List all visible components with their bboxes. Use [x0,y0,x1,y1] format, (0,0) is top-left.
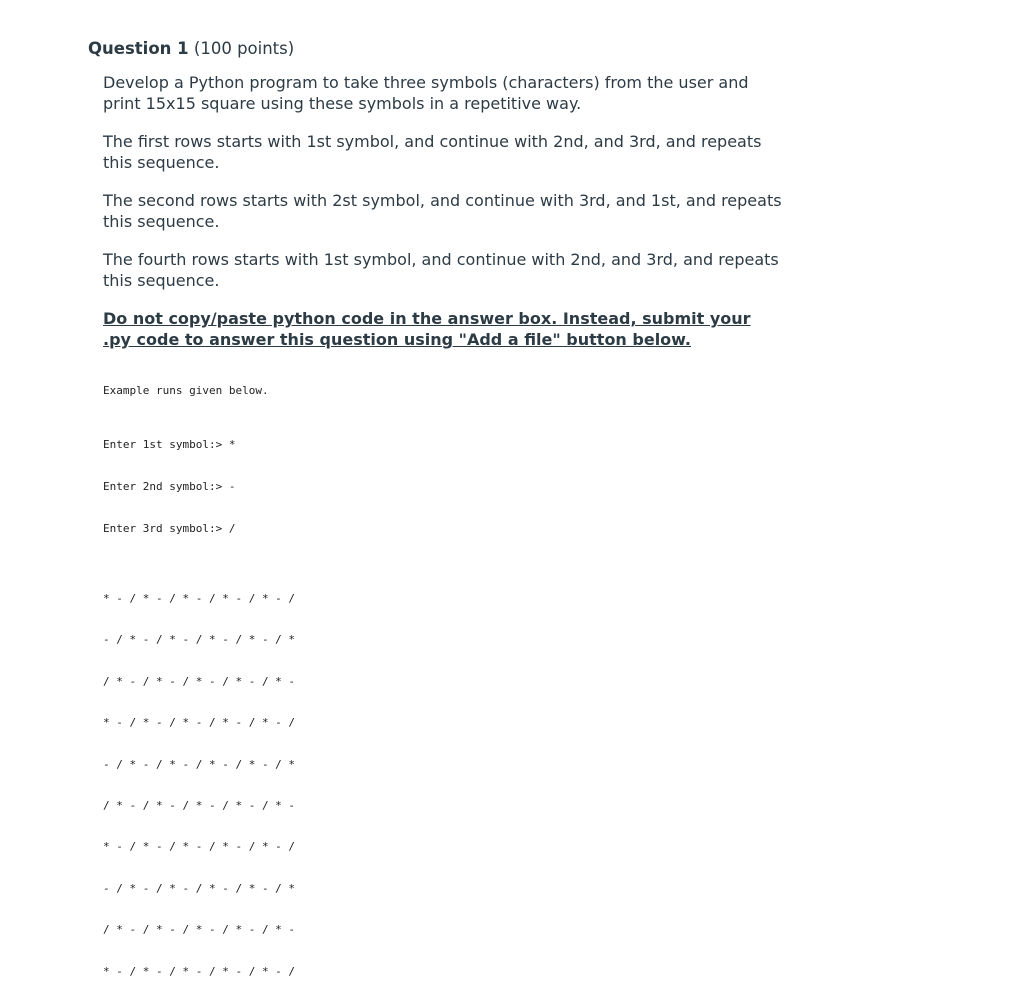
grid-row: * - / * - / * - / * - / * - / [103,592,296,605]
grid-row: - / * - / * - / * - / * - / * [103,757,296,771]
grid-row: / * - / * - / * - / * - / * - [103,799,296,813]
question-paragraph: The fourth rows starts with 1st symbol, and continue with 2nd, and 3rd, and repeats this sequence. [103,250,779,290]
example-output [103,384,295,1006]
question-points: (100 points) [193,39,295,58]
grid-row: / * - / * - / * - / * - / * - [103,923,296,937]
prompt-line: Enter 3rd symbol:> / [103,522,236,535]
grid-row: * - / * - / * - / * - / * - / [103,964,296,978]
question-block [88,38,788,60]
grid-row: / * - / * - / * - / * - / * - [103,674,296,688]
example-intro: Example runs given below. [103,384,269,397]
grid-row: - / * - / * - / * - / * - / * [103,633,296,647]
question-body [103,72,783,350]
grid-row: * - / * - / * - / * - / * - / [103,716,296,730]
question-paragraph: Develop a Python program to take three symbols (characters) from the user and print 15x15 square using these symbols in a repetitive way. [103,73,749,113]
question-paragraph: The second rows starts with 2st symbol, and continue with 3rd, and 1st, and repeats this sequence. [103,191,782,231]
question-paragraph: The first rows starts with 1st symbol, and continue with 2nd, and 3rd, and repeats this sequence. [103,132,762,172]
question-header [88,38,788,60]
prompt-list [103,410,295,564]
prompt-line: Enter 1st symbol:> * [103,438,236,451]
prompt-line: Enter 2nd symbol:> - [103,480,236,493]
symbol-grid [103,564,295,1006]
question-title: Question 1 [88,39,189,58]
grid-row: - / * - / * - / * - / * - / * [103,881,296,895]
grid-row: * - / * - / * - / * - / * - / [103,840,296,854]
submission-notice: Do not copy/paste python code in the answer box. Instead, submit your .py code to answer this question using "Add a file" button below. [103,309,751,349]
